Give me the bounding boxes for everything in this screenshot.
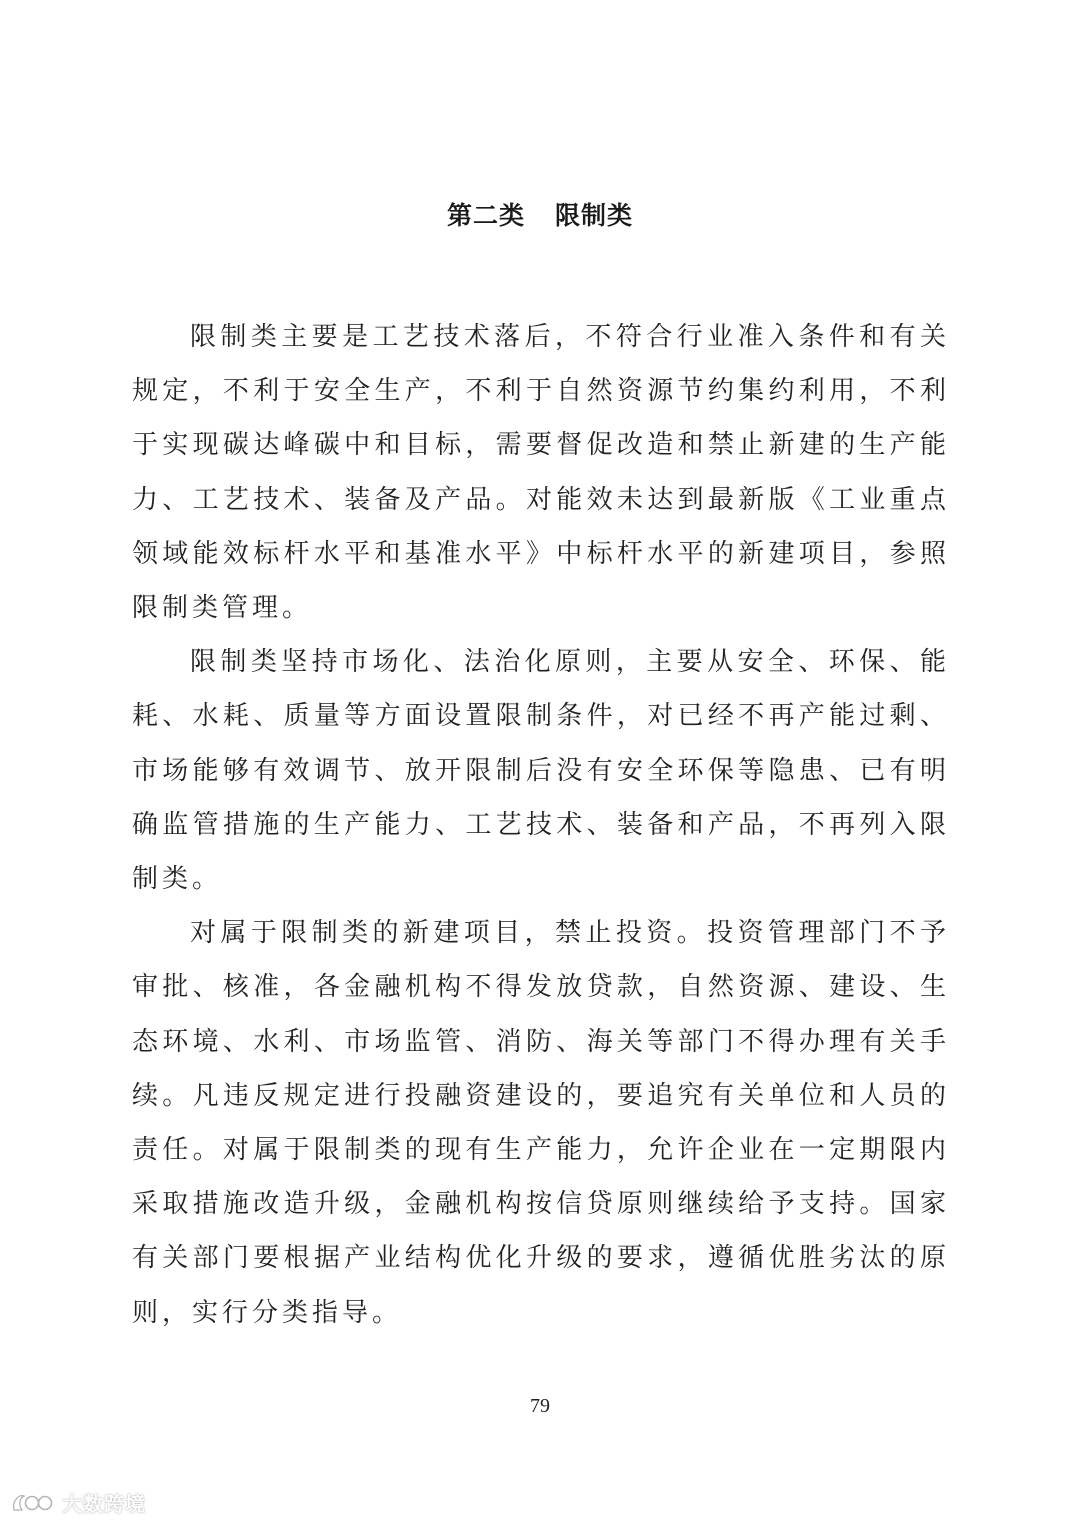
section-title-category: 第二类 xyxy=(446,201,525,230)
paragraph-definition: 限制类主要是工艺技术落后，不符合行业准入条件和有关规定，不利于安全生产，不利于自然资源节约集约利用，不利于实现碳达峰碳中和目标，需要督促改造和禁止新建的生产能力、工艺技术、装备及产品。对能效未达到最新版《工业重点领域能效标杆水平和基准水平》中标杆水平的新建项目，参照限制类管理。 xyxy=(132,322,950,624)
section-title-name: 限制类 xyxy=(555,201,634,230)
page-number: 79 xyxy=(530,1395,550,1417)
paragraph-principles: 限制类坚持市场化、法治化原则，主要从安全、环保、能耗、水耗、质量等方面设置限制条件，对已经不再产能过剩、市场能够有效调节、放开限制后没有安全环保等隐患、已有明确监管措施的生产能力、工艺技术、装备和产品，不再列入限制类。 xyxy=(132,647,950,895)
watermark xyxy=(10,1488,146,1517)
document-body xyxy=(132,310,950,1340)
section-title xyxy=(0,196,1080,236)
paragraph-policy: 对属于限制类的新建项目，禁止投资。投资管理部门不予审批、核准，各金融机构不得发放贷款，自然资源、建设、生态环境、水利、市场监管、消防、海关等部门不得办理有关手续。凡违反规定进行投融资建设的，要追究有关单位和人员的责任。对属于限制类的现有生产能力，允许企业在一定期限内采取措施改造升级，金融机构按信贷原则继续给予支持。国家有关部门要根据产业结构优化升级的要求，遵循优胜劣汰的原则，实行分类指导。 xyxy=(132,918,950,1328)
watermark-text: 大数跨境 xyxy=(62,1492,146,1516)
brand-logo-icon xyxy=(10,1490,56,1516)
